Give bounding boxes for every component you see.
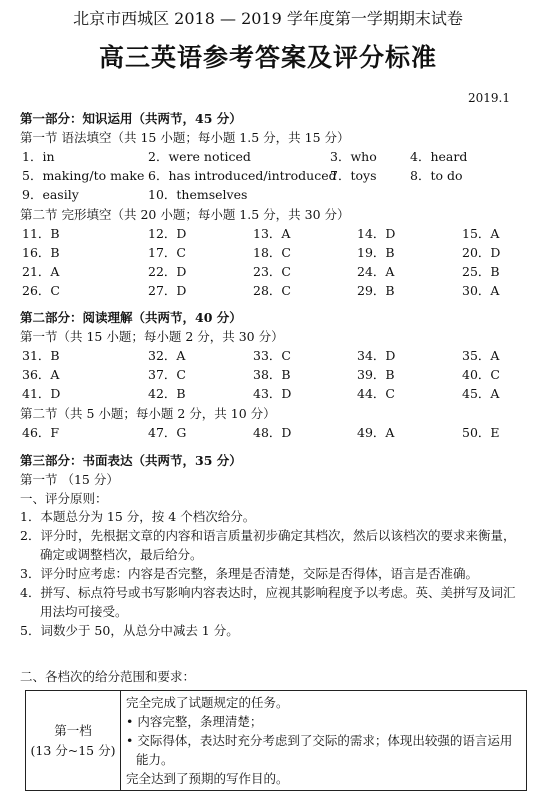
grammar-answer: 7．toys xyxy=(330,168,377,183)
answer-row xyxy=(0,365,536,383)
answer-row xyxy=(0,384,536,402)
reading-answer: 33．C xyxy=(253,348,291,363)
reading-answer: 43．D xyxy=(253,386,292,401)
reading-answer: 37．C xyxy=(148,367,186,382)
reading-answer: 42．B xyxy=(148,386,186,401)
part3-heading: 第三部分：书面表达（共两节，35 分） xyxy=(20,453,242,468)
principle-item: 4．拼写、标点符号或书写影响内容表达时，应视其影响程度予以考虑。英、美拼写及词汇用法均可接受。 xyxy=(20,585,516,619)
seven-choice-answer: 48．D xyxy=(253,425,292,440)
cloze-answer: 12．D xyxy=(148,226,187,241)
grammar-answer: 5．making/to make xyxy=(22,168,145,183)
reading-answer: 35．A xyxy=(462,348,500,363)
reading-answer: 41．D xyxy=(22,386,61,401)
cloze-answer: 24．A xyxy=(357,264,395,279)
seven-choice-answer: 47．G xyxy=(148,425,187,440)
answer-row xyxy=(0,423,536,441)
level-name: 第一档 xyxy=(54,722,92,738)
cloze-answer: 16．B xyxy=(22,245,60,260)
cloze-answer: 13．A xyxy=(253,226,291,241)
part2-heading: 第二部分：阅读理解（共两节，40 分） xyxy=(20,310,242,325)
principle-item: 2．评分时，先根据文章的内容和语言质量初步确定其档次，然后以该档次的要求来衡量，确定或调整档次，最后给分。 xyxy=(20,528,516,562)
cloze-answer: 14．D xyxy=(357,226,396,241)
answer-row xyxy=(0,224,536,242)
answer-row xyxy=(0,346,536,364)
cloze-answer: 27．D xyxy=(148,283,187,298)
cloze-answer: 23．C xyxy=(253,264,291,279)
grammar-answer: 4．heard xyxy=(410,149,468,164)
part3-sec1-heading: 第一节 （15 分） xyxy=(20,472,119,487)
level-cell xyxy=(26,691,121,791)
grammar-answer: 6．has introduced/introduced xyxy=(148,168,337,183)
table-row xyxy=(26,691,527,791)
reading-answer: 39．B xyxy=(357,367,395,382)
cloze-answer: 17．C xyxy=(148,245,186,260)
cloze-answer: 30．A xyxy=(462,283,500,298)
part1-heading: 第一部分：知识运用（共两节，45 分） xyxy=(20,111,242,126)
reading-answer: 32．A xyxy=(148,348,186,363)
reading-answer: 38．B xyxy=(253,367,291,382)
grammar-answer: 10．themselves xyxy=(148,187,248,202)
reading-answer: 40．C xyxy=(462,367,500,382)
principle-item: 5．词数少于 50，从总分中减去 1 分。 xyxy=(20,623,239,638)
cloze-answer: 29．B xyxy=(357,283,395,298)
reading-answer: 44．C xyxy=(357,386,395,401)
level-line: • 内容完整，条理清楚； xyxy=(126,714,263,729)
cloze-answer: 20．D xyxy=(462,245,501,260)
page-title: 高三英语参考答案及评分标准 xyxy=(98,43,437,72)
grammar-answer: 8．to do xyxy=(410,168,463,183)
cloze-answer: 25．B xyxy=(462,264,500,279)
grammar-answer: 9．easily xyxy=(22,187,79,202)
cloze-answer: 19．B xyxy=(357,245,395,260)
grammar-answer: 2．were noticed xyxy=(148,149,251,164)
reading-answer: 31．B xyxy=(22,348,60,363)
level-line: 完全完成了试题规定的任务。 xyxy=(126,695,289,710)
cloze-answer: 22．D xyxy=(148,264,187,279)
level-range: (13 分~15 分) xyxy=(30,742,116,758)
seven-choice-answer: 46．F xyxy=(22,425,60,440)
level-description xyxy=(121,691,527,791)
part1-sec1-heading: 第一节 语法填空（共 15 小题；每小题 1.5 分，共 15 分） xyxy=(20,130,350,145)
seven-choice-answer: 50．E xyxy=(462,425,500,440)
level-line: 完全达到了预期的写作目的。 xyxy=(126,771,289,786)
cloze-answer: 15．A xyxy=(462,226,500,241)
answer-row xyxy=(0,243,536,261)
cloze-answer: 28．C xyxy=(253,283,291,298)
answer-row xyxy=(0,147,536,165)
part1-sec2-heading: 第二节 完形填空（共 20 小题；每小题 1.5 分，共 30 分） xyxy=(20,207,350,222)
reading-answer: 36．A xyxy=(22,367,60,382)
cloze-answer: 18．C xyxy=(253,245,291,260)
grammar-answer: 1．in xyxy=(22,149,55,164)
levels-heading: 二、各档次的给分范围和要求： xyxy=(20,669,196,684)
answer-row xyxy=(0,262,536,280)
grading-table xyxy=(25,690,527,791)
grammar-answer: 3．who xyxy=(330,149,377,164)
cloze-answer: 26．C xyxy=(22,283,60,298)
reading-answer: 34．D xyxy=(357,348,396,363)
answer-row xyxy=(0,185,536,203)
seven-choice-answer: 49．A xyxy=(357,425,395,440)
cloze-answer: 11．B xyxy=(22,226,60,241)
principles-heading: 一、评分原则： xyxy=(20,491,108,506)
document-date: 2019.1 xyxy=(468,91,510,105)
answer-row xyxy=(0,166,536,184)
principle-item: 1．本题总分为 15 分，按 4 个档次给分。 xyxy=(20,509,256,524)
part2-sec2-heading: 第二节（共 5 小题；每小题 2 分，共 10 分） xyxy=(20,406,276,421)
reading-answer: 45．A xyxy=(462,386,500,401)
cloze-answer: 21．A xyxy=(22,264,60,279)
document-header: 北京市西城区 2018 — 2019 学年度第一学期期末试卷 xyxy=(73,9,463,28)
level-line: • 交际得体，表达时充分考虑到了交际的需求；体现出较强的语言运用能力。 xyxy=(126,733,513,767)
answer-row xyxy=(0,281,536,299)
principle-item: 3．评分时应考虑：内容是否完整，条理是否清楚，交际是否得体，语言是否准确。 xyxy=(20,566,478,581)
part2-sec1-heading: 第一节（共 15 小题；每小题 2 分，共 30 分） xyxy=(20,329,284,344)
